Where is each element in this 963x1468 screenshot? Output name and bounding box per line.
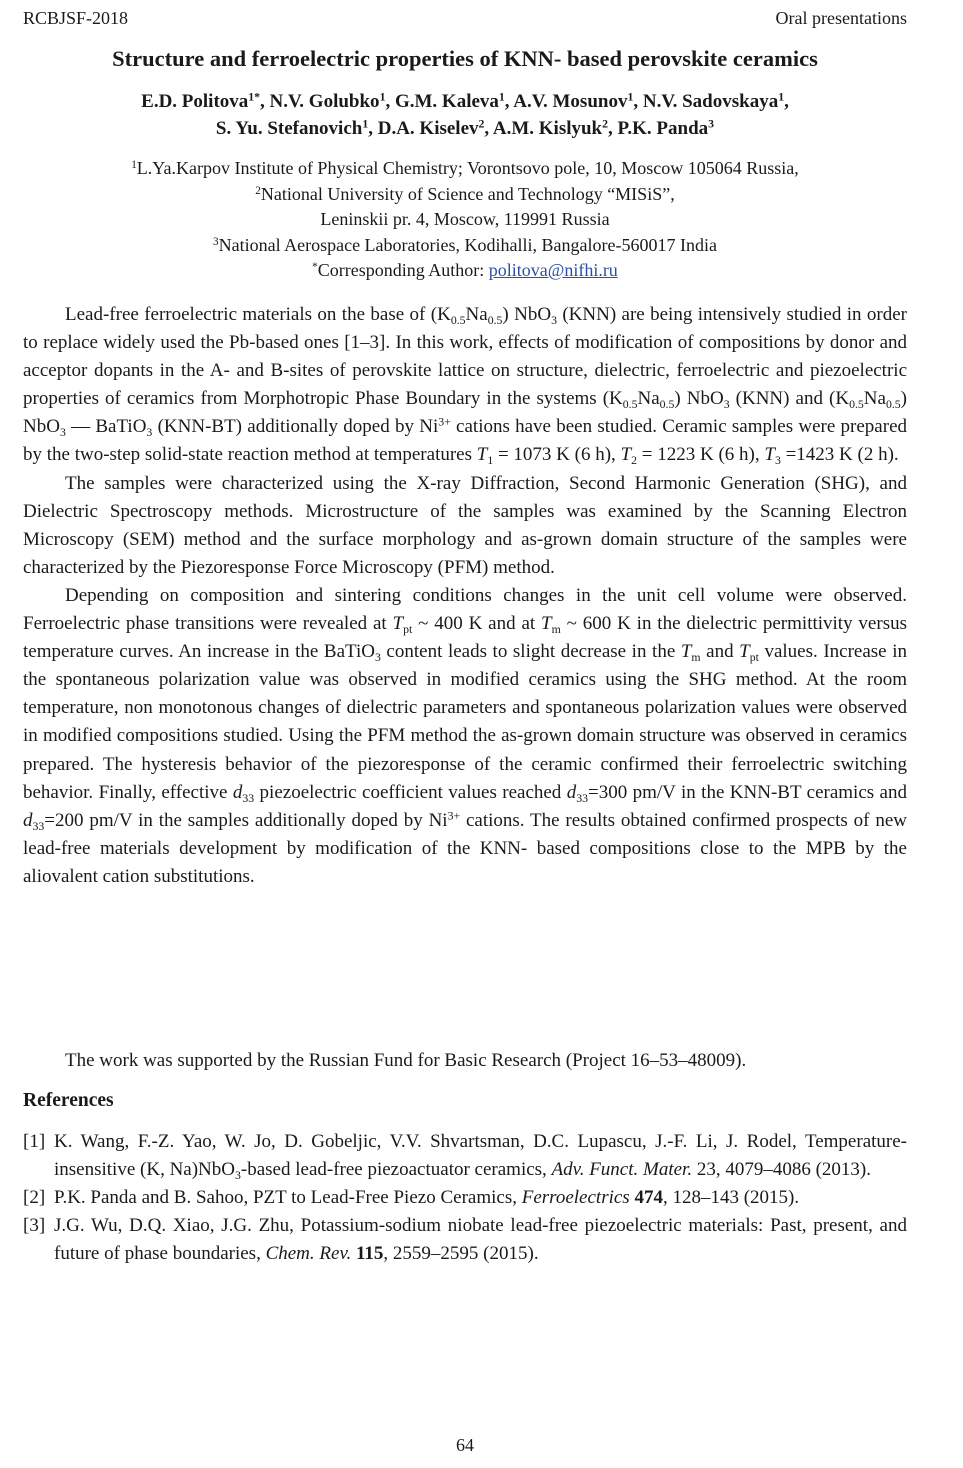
page-number: 64 — [456, 1435, 474, 1455]
author-list: E.D. Politova$^{1*}$, N.V. Golubko$^1$, G.M. Kaleva$^1$, A.V. Mosunov$^1$, N.V. Sadovskaya$^1$, S. Yu. Stefanovich$^1$, D.A. Kiselev$^2$, A.M. Kislyuk$^2$, P.K. Panda$^3$ — [141, 90, 789, 139]
affiliation-2: $^2$National University of Science and Technology “MISiS”, — [255, 183, 675, 204]
author: S. Yu. Stefanovich$^1$ — [215, 117, 369, 139]
reference-item: [2] P.K. Panda and B. Sahoo, PZT to Lead-Free Piezo Ceramics, Ferroelectrics 474, 128–143 (2015). — [23, 1187, 800, 1208]
affiliation-1: $^1$L.Ya.Karpov Institute of Physical Chemistry; Vorontsovo pole, 10, Moscow 105064 Russia, — [131, 158, 799, 178]
section-label: Oral presentations — [775, 8, 907, 28]
author: E.D. Politova$^{1*}$ — [141, 90, 261, 112]
author: N.V. Sadovskaya$^1$ — [642, 90, 785, 112]
author: A.V. Mosunov$^1$ — [513, 90, 634, 112]
author: D.A. Kiselev$^2$ — [377, 117, 485, 139]
reference-list — [23, 1128, 907, 1268]
paper-page — [23, 0, 907, 1468]
author: P.K. Panda$^3$ — [617, 117, 715, 139]
author: G.M. Kaleva$^1$ — [394, 90, 505, 112]
paragraph-2: The samples were characterized using the X-ray Diffraction, Second Harmonic Generation (SHG), and Dielectric Spectroscopy methods. Microstructure of the samples was examined by the Scanning Electron Microscopy (SEM) method and the surface morphology and as-grown domain structure of the samples were characterized by the Piezoresponse Force Microscopy (PFM) method. — [23, 472, 907, 578]
reference-item: [3] J.G. Wu, D.Q. Xiao, J.G. Zhu, Potassium-sodium niobate lead-free piezoelectric materials: Past, present, and future of phase boundaries, Chem. Rev. 115, 2559–2595 (2015). — [23, 1215, 907, 1264]
corresponding-author: *Corresponding Author: politova@nifhi.ru — [312, 260, 618, 280]
affiliation-3: $^3$National Aerospace Laboratories, Kodihalli, Bangalore-560017 India — [213, 234, 717, 255]
email-link[interactable]: politova@nifhi.ru — [488, 260, 618, 280]
author: N.V. Golubko$^1$ — [269, 90, 386, 112]
abstract-body — [23, 301, 907, 891]
author: A.M. Kislyuk$^2$ — [492, 117, 609, 139]
paper-title: Structure and ferroelectric properties of KNN- based perovskite ceramics — [112, 46, 818, 71]
conference-label: RCBJSF-2018 — [23, 8, 129, 28]
paragraph-1: Lead-free ferroelectric materials on the base of $(K_{0.5}Na_{0.5})$ NbO$_3$ (KNN) are being intensively studied in order to replace widely used the Pb-based ones [1–3]. In this work, effects of modification of compositions by donor and acceptor dopants in the A- and B-sites of perovskite lattice on structure, dielectric, ferroelectric and piezoelectric properties of ceramics from Morphotropic Phase Boundary in the systems $(K_{0.5}Na_{0.5})$ NbO$_3$ (KNN) and $(K_{0.5}Na_{0.5})$ NbO$_3$ — BaTiO$_3$ (KNN-BT) additionally doped by $Ni^{3+}$ cations have been studied. Ceramic samples were prepared by the two-step solid-state reaction method at temperatures $T_1 = 1073$ K (6 h), $T_2 = 1223$ K (6 h), $T_3 =1423$ K (2 h). — [23, 304, 908, 468]
reference-item: [1] K. Wang, F.-Z. Yao, W. Jo, D. Gobeljic, V.V. Shvartsman, D.C. Lupascu, J.-F. Li, J. Rodel, Temperature-insensitive (K, Na)NbO$_3$-based lead-free piezoactuator ceramics, Adv. Funct. Mater. 23, 4079–4086 (2013). — [23, 1131, 907, 1183]
acknowledgement: The work was supported by the Russian Fund for Basic Research (Project 16–53–48009). — [65, 1050, 747, 1071]
paragraph-3: Depending on composition and sintering conditions changes in the unit cell volume were observed. Ferroelectric phase transitions were revealed at $T_{pt}$ ~ 400 K and at $T_m$ ~ 600 K in the dielectric permittivity versus temperature curves. An increase in the BaTiO$_3$ content leads to slight decrease in the $T_m$ and $T_{pt}$ values. Increase in the spontaneous polarization value was observed in modified ceramics using the SHG method. At the room temperature, non monotonous changes of dielectric parameters and spontaneous polarization values were observed in modified compositions studied. Using the PFM method the as-grown domain structure was observed in ceramics prepared. The hysteresis behavior of the piezoresponse of the ceramic confirmed their ferroelectric switching behavior. Finally, effective $d_{33}$ piezoelectric coefficient values reached $d_{33}=300$ pm/V in the KNN-BT ceramics and $d_{33}=200$ pm/V in the samples additionally doped by $Ni^{3+}$ cations. The results obtained confirmed prospects of new lead-free materials development by modification of the KNN- based compositions close to the MPB by the aliovalent cation substitutions. — [23, 584, 907, 887]
affiliation-2-address: Leninskii pr. 4, Moscow, 119991 Russia — [320, 209, 610, 229]
references-heading: References — [23, 1090, 114, 1111]
running-header — [23, 8, 907, 30]
affiliations — [23, 156, 907, 284]
